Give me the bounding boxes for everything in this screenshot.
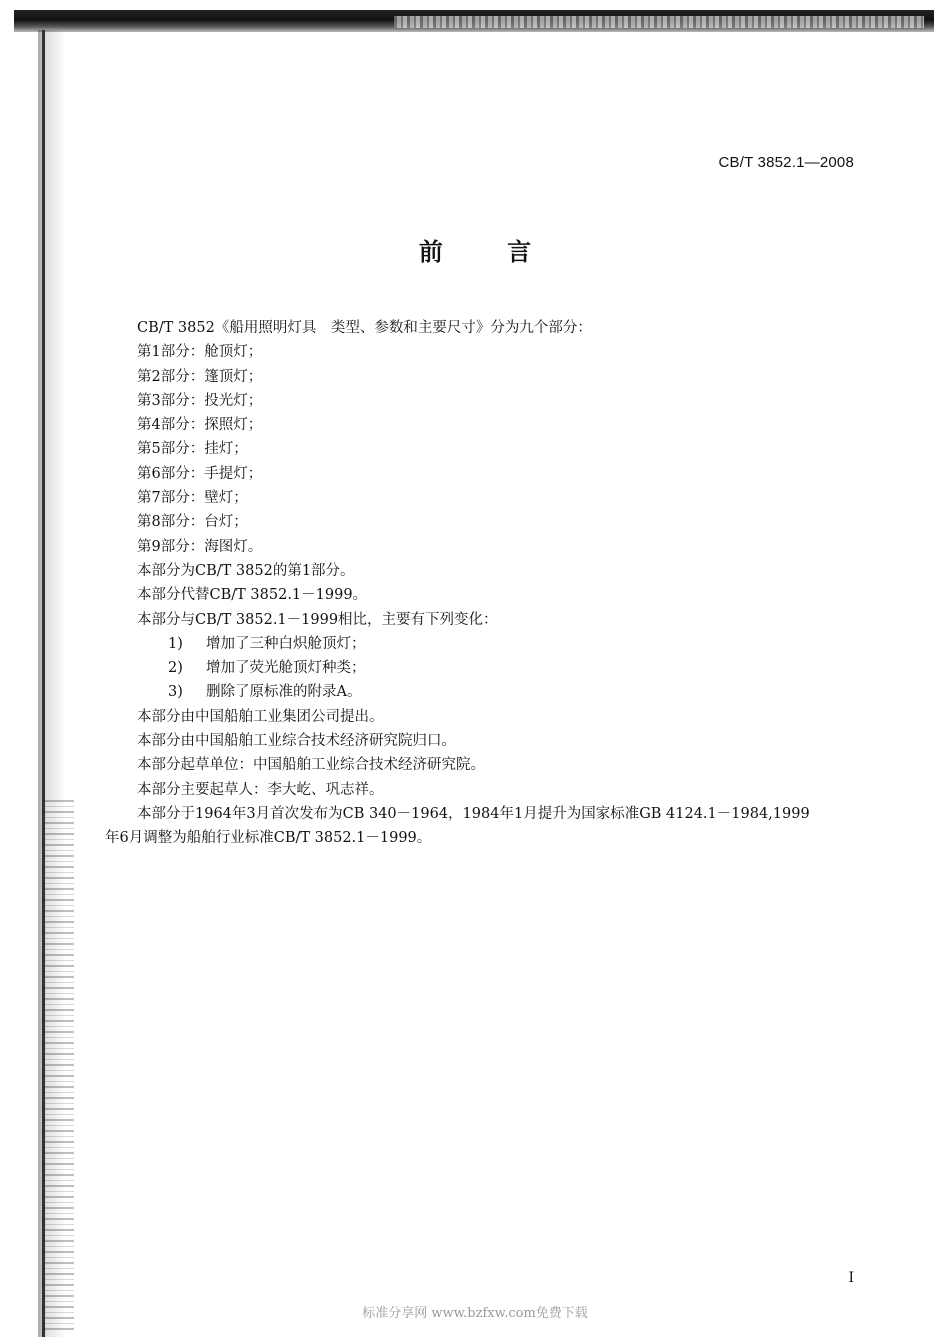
part-item: 第3部分：投光灯； xyxy=(137,392,263,409)
change-item-number: 2) xyxy=(168,660,183,677)
change-item-text: 增加了荧光舱顶灯种类； xyxy=(206,660,366,677)
history-paragraph-line-2: 年6月调整为船舶行业标准CB/T 3852.1－1999。 xyxy=(105,830,432,847)
part-item: 第7部分：壁灯； xyxy=(137,490,248,507)
proposed-paragraph: 本部分由中国船舶工业集团公司提出。 xyxy=(137,708,384,725)
drafters-paragraph: 本部分主要起草人：李大屹、巩志祥。 xyxy=(137,781,384,798)
document-code: CB/T 3852.1—2008 xyxy=(718,154,854,171)
replaces-paragraph: 本部分代替CB/T 3852.1－1999。 xyxy=(137,587,368,604)
part-item: 第1部分：舱顶灯； xyxy=(137,344,263,361)
watermark: 标准分享网 www.bzfxw.com免费下载 xyxy=(362,1306,588,1321)
page-number: I xyxy=(848,1270,854,1286)
history-paragraph-line-1: 本部分于1964年3月首次发布为CB 340－1964，1984年1月提升为国家标准GB 4124.1－1984,1999 xyxy=(137,805,810,822)
drafting-unit-paragraph: 本部分起草单位：中国船舶工业综合技术经济研究院。 xyxy=(137,757,485,774)
change-item xyxy=(105,632,865,656)
part-item: 第5部分：挂灯； xyxy=(137,441,248,458)
changes-intro-paragraph: 本部分与CB/T 3852.1－1999相比，主要有下列变化： xyxy=(137,611,498,628)
change-item-text: 增加了三种白炽舱顶灯； xyxy=(206,635,366,652)
change-item xyxy=(105,680,865,704)
part-item: 第8部分：台灯； xyxy=(137,514,248,531)
change-item xyxy=(105,656,865,680)
centralized-paragraph: 本部分由中国船舶工业综合技术经济研究院归口。 xyxy=(137,733,456,750)
scan-top-border xyxy=(14,10,934,32)
part-item: 第9部分：海图灯。 xyxy=(137,538,263,555)
this-part-paragraph: 本部分为CB/T 3852的第1部分。 xyxy=(137,562,355,579)
change-item-text: 删除了原标准的附录A。 xyxy=(206,684,362,701)
scan-left-noise xyxy=(44,800,74,1330)
change-item-number: 1) xyxy=(168,635,183,652)
part-item: 第2部分：篷顶灯； xyxy=(137,368,263,385)
part-item: 第6部分：手提灯； xyxy=(137,465,263,482)
part-item: 第4部分：探照灯； xyxy=(137,417,263,434)
intro-paragraph: CB/T 3852《船用照明灯具 类型、参数和主要尺寸》分为九个部分： xyxy=(137,320,592,336)
page-title: 前 言 xyxy=(418,238,560,266)
foreword-body xyxy=(105,316,865,851)
change-item-number: 3) xyxy=(168,684,183,701)
